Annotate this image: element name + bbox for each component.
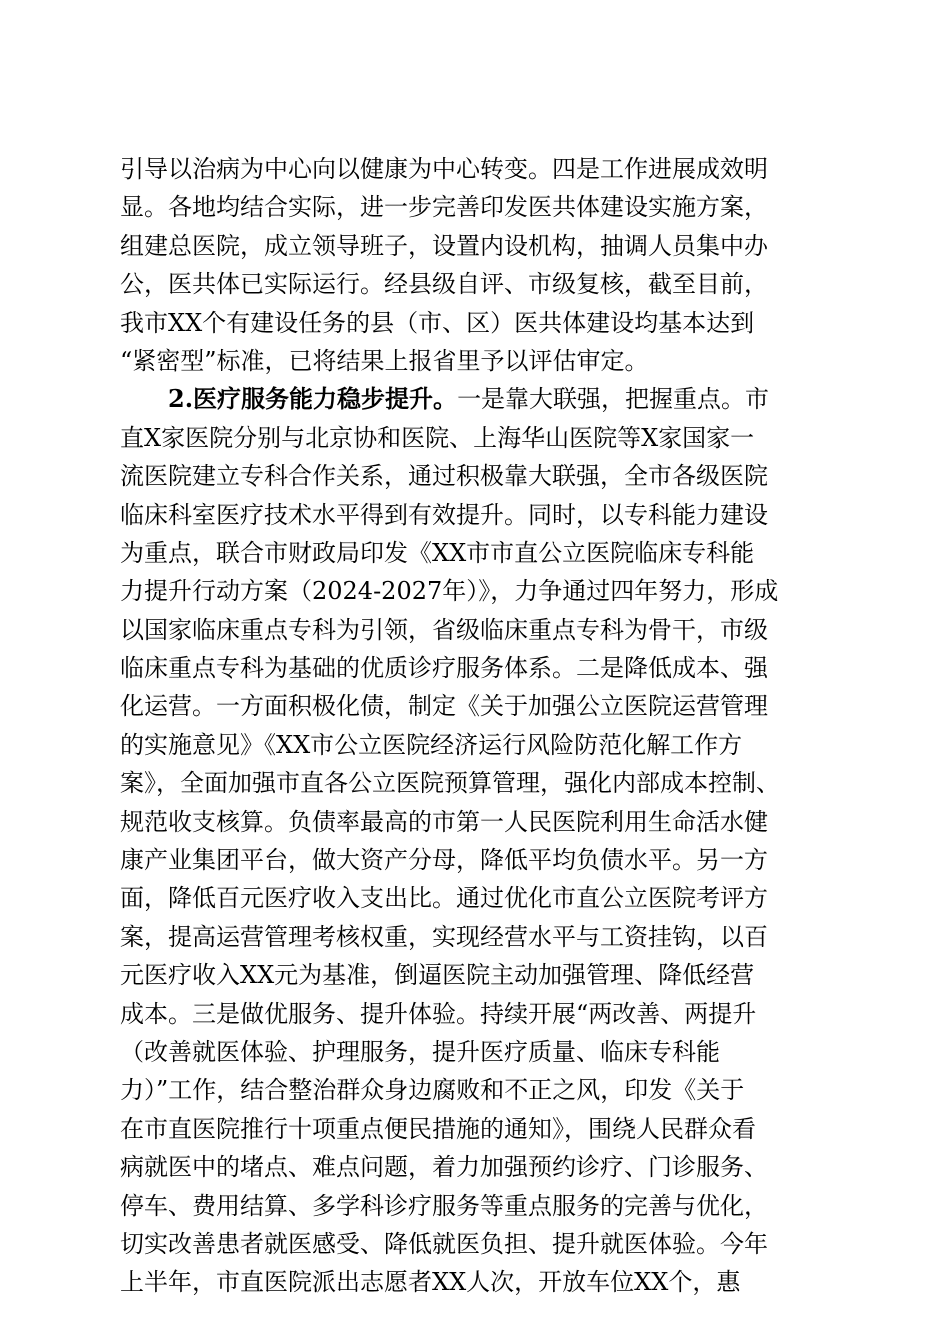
text-line: 力）”工作，结合整治群众身边腐败和不正之风，印发《关于 [120, 1076, 745, 1105]
text-line: 以国家临床重点专科为引领，省级临床重点专科为骨干，市级 [120, 615, 768, 644]
text-line: 切实改善患者就医感受、降低就医负担、提升就医体验。今年 [120, 1229, 768, 1258]
text-line: 康产业集团平台，做大资产分母，降低平均负债水平。另一方 [120, 846, 768, 875]
text-line: 在市直医院推行十项重点便民措施的通知》，围绕人民群众看 [120, 1114, 756, 1143]
text-line: 公，医共体已实际运行。经县级自评、市级复核，截至目前， [120, 270, 768, 299]
text-line: 临床科室医疗技术水平得到有效提升。同时，以专科能力建设 [120, 500, 768, 529]
text-line: 组建总医院，成立领导班子，设置内设机构，抽调人员集中办 [120, 231, 768, 260]
section-heading: 2.医疗服务能力稳步提升。 [168, 384, 458, 414]
text-line: 引导以治病为中心向以健康为中心转变。四是工作进展成效明 [120, 155, 768, 183]
section-heading-line [120, 380, 840, 418]
text-line: 案，提高运营管理考核权重，实现经营水平与工资挂钩，以百 [120, 922, 768, 951]
text-line: 显。各地均结合实际，进一步完善印发医共体建设实施方案， [120, 193, 768, 222]
text-line: 化运营。一方面积极化债，制定《关于加强公立医院运营管理 [120, 692, 768, 721]
text-line: 的实施意见》《XX市公立医院经济运行风险防范化解工作方 [120, 730, 743, 759]
text-line: 成本。三是做优服务、提升体验。持续开展“两改善、两提升 [120, 999, 757, 1028]
text-line: 临床重点专科为基础的优质诊疗服务体系。二是降低成本、强 [120, 654, 768, 683]
body-text [120, 150, 840, 1302]
text-line: 上半年，市直医院派出志愿者XX人次，开放车位XX个，惠 [120, 1268, 741, 1297]
text-line: 元医疗收入XX元为基准，倒逼医院主动加强管理、降低经营 [120, 961, 755, 990]
text-line: 案》，全面加强市直各公立医院预算管理，强化内部成本控制、 [120, 769, 780, 798]
text-line: 流医院建立专科合作关系，通过积极靠大联强，全市各级医院 [120, 462, 768, 491]
text-line: 直X家医院分别与北京协和医院、上海华山医院等X家国家一 [120, 423, 755, 452]
text-line: 面，降低百元医疗收入支出比。通过优化市直公立医院考评方 [120, 884, 768, 913]
text-line: 力提升行动方案（2024-2027年）》，力争通过四年努力，形成 [120, 577, 779, 606]
text-line: 为重点，联合市财政局印发《XX市市直公立医院临床专科能 [120, 538, 755, 567]
text-line: 停车、费用结算、多学科诊疗服务等重点服务的完善与优化， [120, 1191, 768, 1220]
text-line: （改善就医体验、护理服务，提升医疗质量、临床专科能 [120, 1037, 720, 1066]
text-line: 我市XX个有建设任务的县（市、区）医共体建设均基本达到 [120, 308, 755, 337]
text-line: 病就医中的堵点、难点问题，着力加强预约诊疗、门诊服务、 [120, 1153, 768, 1182]
text-line: “紧密型”标准，已将结果上报省里予以评估审定。 [120, 346, 649, 375]
text-line: 规范收支核算。负债率最高的市第一人民医院利用生命活水健 [120, 807, 768, 836]
section-heading-continuation: 一是靠大联强，把握重点。市 [457, 385, 770, 414]
